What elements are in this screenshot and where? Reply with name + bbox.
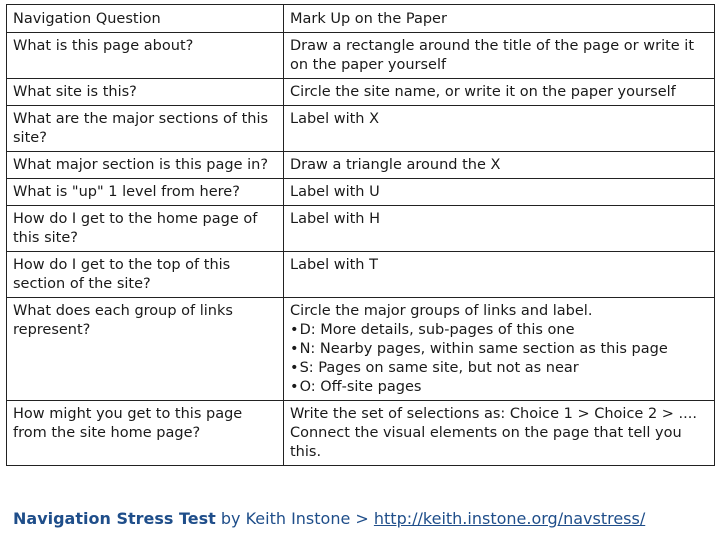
question-cell: How might you get to this page from the site home page? (7, 401, 284, 466)
table-row (7, 179, 715, 206)
link-group-legend (290, 321, 708, 397)
legend-item-s: • S: Pages on same site, but not as near (290, 359, 708, 378)
table-row (7, 298, 715, 401)
footer-title: Navigation Stress Test (13, 509, 216, 528)
question-cell: What is this page about? (7, 33, 284, 79)
markup-cell (284, 298, 715, 401)
markup-cell: Circle the site name, or write it on the paper yourself (284, 79, 715, 106)
markup-cell: Label with U (284, 179, 715, 206)
markup-cell: Label with T (284, 252, 715, 298)
question-cell: How do I get to the top of this section of the site? (7, 252, 284, 298)
table-row (7, 401, 715, 466)
table-row (7, 33, 715, 79)
table-header-row (7, 5, 715, 33)
legend-item-n: • N: Nearby pages, within same section as this page (290, 340, 708, 359)
question-cell: What does each group of links represent? (7, 298, 284, 401)
legend-item-o: • O: Off-site pages (290, 378, 708, 397)
question-cell: How do I get to the home page of this site? (7, 206, 284, 252)
markup-text: Circle the major groups of links and label. (290, 303, 593, 319)
question-cell: What major section is this page in? (7, 152, 284, 179)
markup-cell: Draw a triangle around the X (284, 152, 715, 179)
table-row (7, 79, 715, 106)
question-cell: What are the major sections of this site? (7, 106, 284, 152)
markup-cell: Label with X (284, 106, 715, 152)
footer-credit (13, 509, 645, 528)
markup-cell: Label with H (284, 206, 715, 252)
table-row (7, 206, 715, 252)
legend-item-d: • D: More details, sub-pages of this one (290, 321, 708, 340)
question-cell: What site is this? (7, 79, 284, 106)
table-row (7, 252, 715, 298)
navigation-question-table (6, 4, 715, 466)
table-row (7, 106, 715, 152)
footer-byline: by Keith Instone > (215, 509, 374, 528)
question-cell: What is "up" 1 level from here? (7, 179, 284, 206)
header-navigation-question: Navigation Question (7, 5, 284, 33)
table-row (7, 152, 715, 179)
header-mark-up: Mark Up on the Paper (284, 5, 715, 33)
markup-cell: Draw a rectangle around the title of the page or write it on the paper yourself (284, 33, 715, 79)
markup-cell: Write the set of selections as: Choice 1 > Choice 2 > .... Connect the visual elements on the page that tell you this. (284, 401, 715, 466)
footer-link[interactable]: http://keith.instone.org/navstress/ (373, 509, 646, 528)
